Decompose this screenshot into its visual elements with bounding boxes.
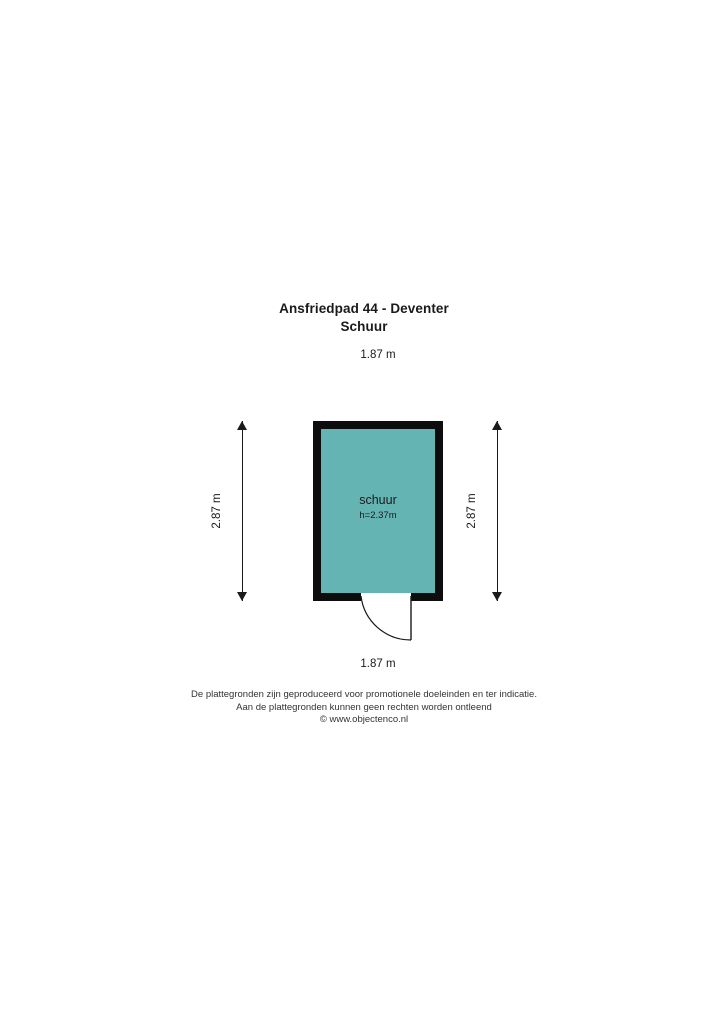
dimension-bottom-width-label bbox=[313, 656, 443, 672]
arrow-down-icon bbox=[237, 592, 247, 601]
dimension-value: 2.87 m bbox=[211, 487, 223, 534]
disclaimer-copyright: © www.objectenco.nl bbox=[319, 714, 409, 725]
dimension-line bbox=[497, 421, 498, 601]
room-height-label: h=2.37m bbox=[359, 510, 397, 521]
disclaimer-line-2: Aan de plattegronden kunnen geen rechten worden ontleend bbox=[236, 701, 492, 713]
arrow-up-icon bbox=[492, 421, 502, 430]
dimension-bottom-width bbox=[313, 655, 443, 675]
dimension-left-height-label bbox=[209, 475, 225, 547]
dimension-line bbox=[242, 421, 243, 601]
arrow-up-icon bbox=[237, 421, 247, 430]
door-swing-icon bbox=[355, 596, 417, 646]
dimension-value: 1.87 m bbox=[354, 658, 401, 670]
disclaimer-line-1: De plattegronden zijn geproduceerd voor promotionele doeleinden en ter indicatie. bbox=[191, 689, 537, 700]
dimension-value: 2.87 m bbox=[466, 487, 478, 534]
page-title: Ansfriedpad 44 - Deventer bbox=[279, 301, 449, 316]
page-subtitle: Schuur bbox=[340, 319, 388, 334]
dimension-right-height bbox=[466, 421, 508, 601]
dimension-top-width-label bbox=[313, 347, 443, 363]
dimension-right-height-label bbox=[464, 475, 480, 547]
room-fill bbox=[321, 429, 435, 593]
disclaimer-block bbox=[0, 689, 728, 727]
room-label-group bbox=[321, 491, 435, 523]
room-name-label: schuur bbox=[359, 493, 397, 507]
room-shuur bbox=[313, 421, 443, 601]
dimension-top-width bbox=[313, 346, 443, 366]
dimension-value: 1.87 m bbox=[354, 349, 401, 361]
arrow-down-icon bbox=[492, 592, 502, 601]
dimension-left-height bbox=[211, 421, 253, 601]
